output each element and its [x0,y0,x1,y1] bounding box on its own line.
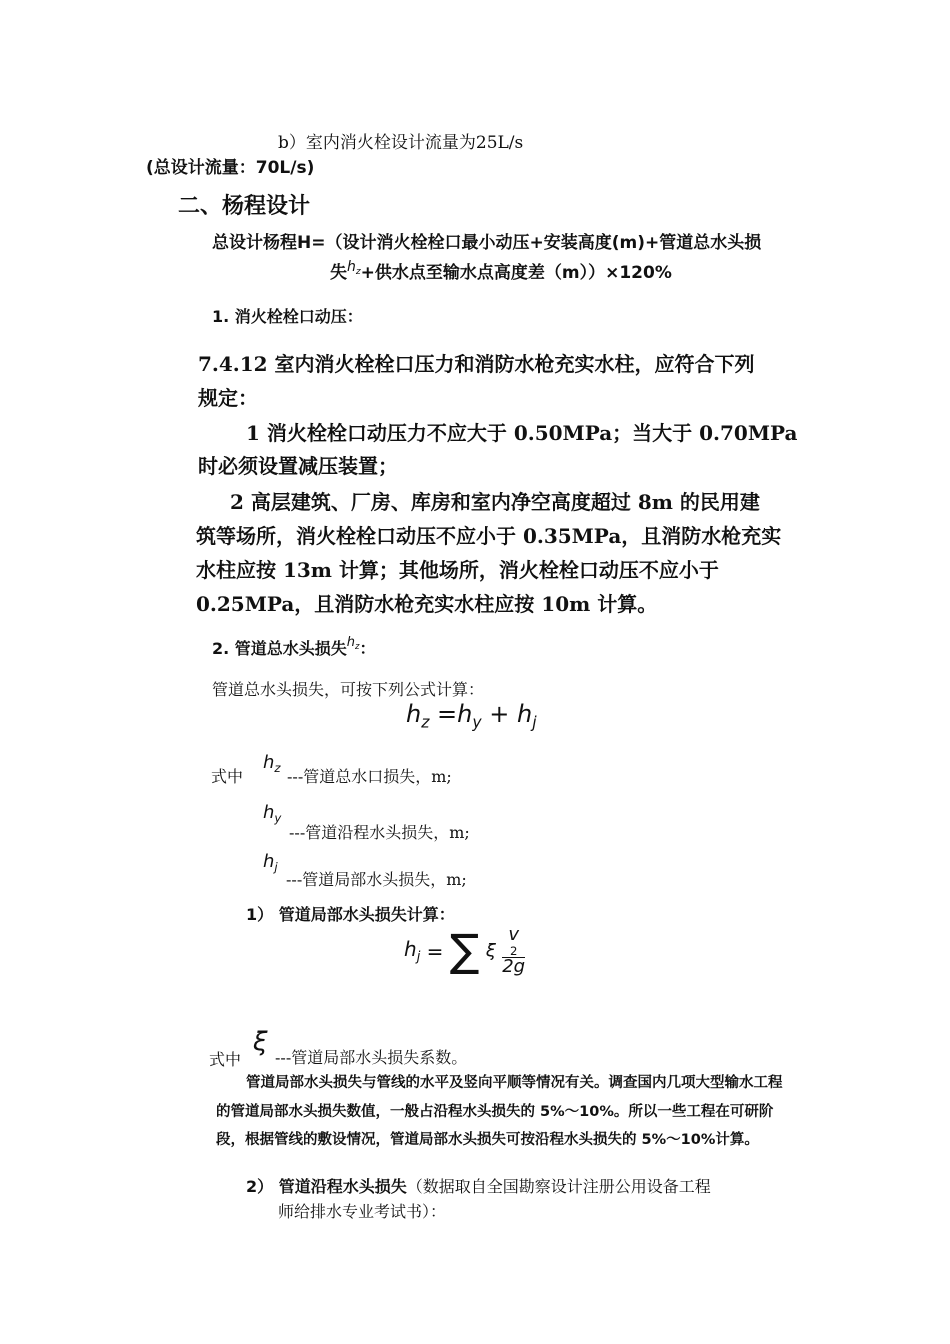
note-line-3: 段，根据管线的敷设情况，管道局部水头损失可按沿程水头损失的 5%～10%计算。 [216,1132,759,1148]
code-rule-2d: 0.25MPa，且消防水枪充实水柱应按 10m 计算。 [196,592,658,616]
item-2-heading [212,635,376,659]
formula-line-2 [330,258,672,283]
formula-line-2-start: 失 [330,263,347,283]
hj-definition: ---管道局部水头损失，m; [286,870,467,889]
item-1-heading: 1. 消火栓栓口动压： [212,307,363,326]
flow-b-line: b）室内消火栓设计流量为25L/s [278,133,524,153]
code-rule-1a: 1 消火栓栓口动压力不应大于 0.50MPa；当大于 0.70MPa [246,421,798,445]
code-rule-1b: 时必须设置减压装置； [198,454,398,478]
formula-line-1: 总设计杨程H=（设计消火栓栓口最小动压+安装高度(m)+管道总水头损 [212,233,762,253]
hz-symbol: hz [347,259,361,278]
code-title: 7.4.12 室内消火栓栓口压力和消防水枪充实水柱，应符合下列 [198,352,755,376]
sub-item-2-title: 2） 管道沿程水头损失 [246,1177,407,1196]
hj-def-symbol: $h_j$ [263,851,278,875]
sub-item-2-source-cont: 师给排水专业考试书）： [278,1202,447,1221]
xi-def-symbol: ξ [253,1027,268,1057]
formula-line-2-end: +供水点至输水点高度差（m））×120% [360,263,672,283]
sum-symbol: ∑ [449,925,480,977]
xi-definition: ---管道局部水头损失系数。 [275,1048,468,1067]
note-line-1: 管道局部水头损失与管线的水平及竖向平顺等情况有关。调查国内几项大型输水工程 [246,1075,783,1091]
code-rule-2b: 筑等场所，消火栓栓口动压不应小于 0.35MPa，且消防水枪充实 [196,524,782,548]
where-label-2: 式中 [209,1050,242,1069]
hy-definition: ---管道沿程水头损失，m; [289,823,470,842]
hz-symbol-small: hz [346,635,360,651]
note-line-2: 的管道局部水头损失数值，一般占沿程水头损失的 5%～10%。所以一些工程在可研阶 [216,1104,774,1120]
sub-item-1-heading: 1） 管道局部水头损失计算： [246,905,455,924]
section-heading-2: 二、杨程设计 [178,194,311,219]
hz-definition: ---管道总水口损失，m; [287,767,452,786]
hy-def-symbol: $h_y$ [263,802,282,826]
code-rule-2a: 2 高层建筑、厂房、库房和室内净空高度超过 8m 的民用建 [230,490,760,514]
hz-description: 管道总水头损失，可按下列公式计算： [212,680,485,699]
where-label-1: 式中 [211,767,244,786]
equation-total-loss: $h_z =h_y + h_j$ [406,700,537,732]
hz-def-symbol: $h_z$ [263,752,281,776]
equation-local-loss: $h_j$ = ∑ ξ v 2 2g [404,924,526,978]
sub-item-2-source: （数据取自全国勘察设计注册公用设备工程 [406,1177,711,1196]
code-title-cont: 规定： [198,386,258,410]
item-2-label: 2. 管道总水头损失 [212,638,347,658]
sub-item-2-heading [246,1174,711,1197]
code-rule-2c: 水柱应按 13m 计算；其他场所，消火栓栓口动压不应小于 [196,558,719,582]
total-flow-line: (总设计流量：70L/s) [146,158,315,178]
item-2-colon: ： [359,638,376,658]
